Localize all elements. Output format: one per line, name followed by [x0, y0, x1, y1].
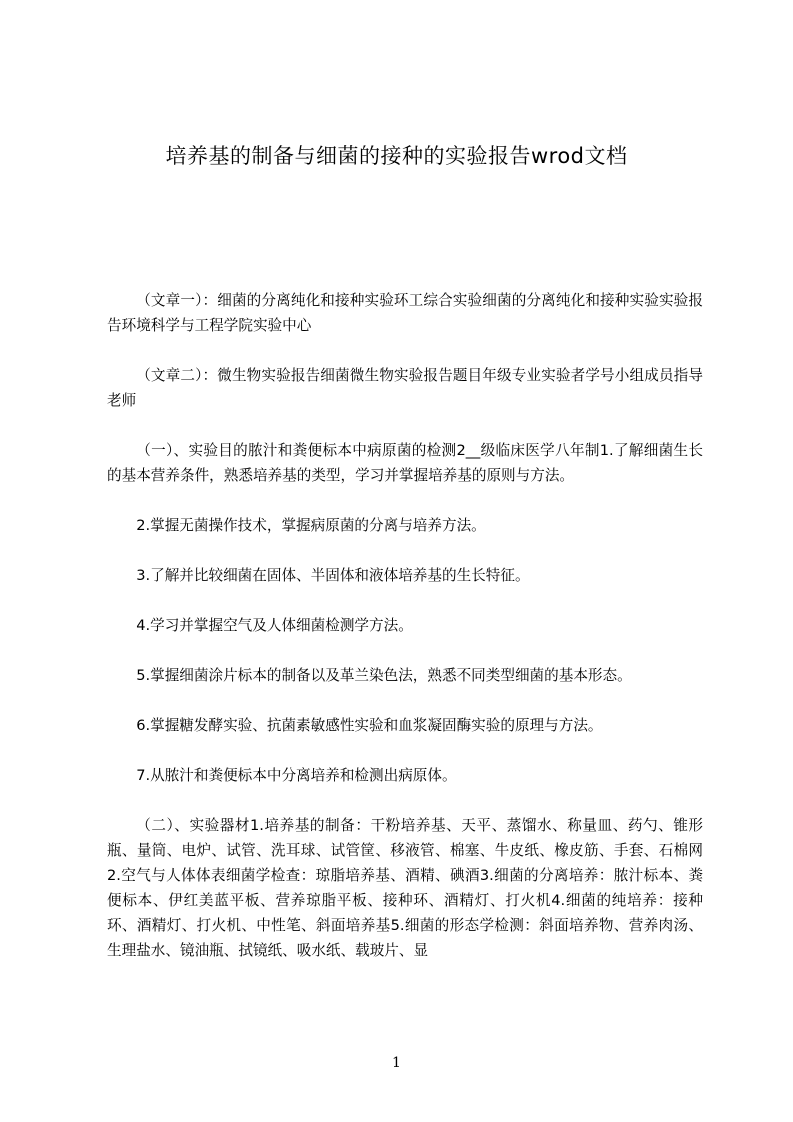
paragraph-objective-6: 6.掌握糖发酵实验、抗菌素敏感性实验和血浆凝固酶实验的原理与方法。	[136, 717, 603, 734]
page-number: 1	[392, 1055, 401, 1071]
paragraph-equipment: （二）、实验器材1.培养基的制备：干粉培养基、天平、蒸馏水、称量皿、药勺、锥形瓶、量筒、电炉、试管、洗耳球、试管筐、移液管、棉塞、牛皮纸、橡皮筋、手套、石棉网2.空气与人体体表细菌学检查：琼脂培养基、酒精、碘酒3.细菌的分离培养：脓汁标本、粪便标本、伊红美蓝平板、营养琼脂平板、接种环、酒精灯、打火机4.细菌的纯培养：接种环、酒精灯、打火机、中性笔、斜面培养基5.细菌的形态学检测：斜面培养物、营养肉汤、生理盐水、镜油瓶、拭镜纸、吸水纸、载玻片、显	[107, 817, 703, 959]
document-body	[107, 288, 703, 988]
paragraph-objectives: （一）、实验目的脓汁和粪便标本中病原菌的检测2__级临床医学八年制1.了解细菌生长的基本营养条件，熟悉培养基的类型，学习并掌握培养基的原则与方法。	[107, 442, 703, 484]
paragraph-article-two: （文章二）：微生物实验报告细菌微生物实验报告题目年级专业实验者学号小组成员指导老师	[107, 367, 703, 409]
paragraph-objective-2: 2.掌握无菌操作技术，掌握病原菌的分离与培养方法。	[136, 517, 486, 534]
paragraph-objective-5: 5.掌握细菌涂片标本的制备以及革兰染色法，熟悉不同类型细菌的基本形态。	[136, 667, 632, 684]
paragraph-article-one: （文章一）：细菌的分离纯化和接种实验环工综合实验细菌的分离纯化和接种实验实验报告环境科学与工程学院实验中心	[107, 292, 703, 334]
paragraph-objective-7: 7.从脓汁和粪便标本中分离培养和检测出病原体。	[136, 767, 457, 784]
paragraph-objective-3: 3.了解并比较细菌在固体、半固体和液体培养基的生长特征。	[136, 567, 530, 584]
document-title: 培养基的制备与细菌的接种的实验报告wrod文档	[165, 144, 628, 168]
paragraph-objective-4: 4.学习并掌握空气及人体细菌检测学方法。	[136, 617, 413, 634]
